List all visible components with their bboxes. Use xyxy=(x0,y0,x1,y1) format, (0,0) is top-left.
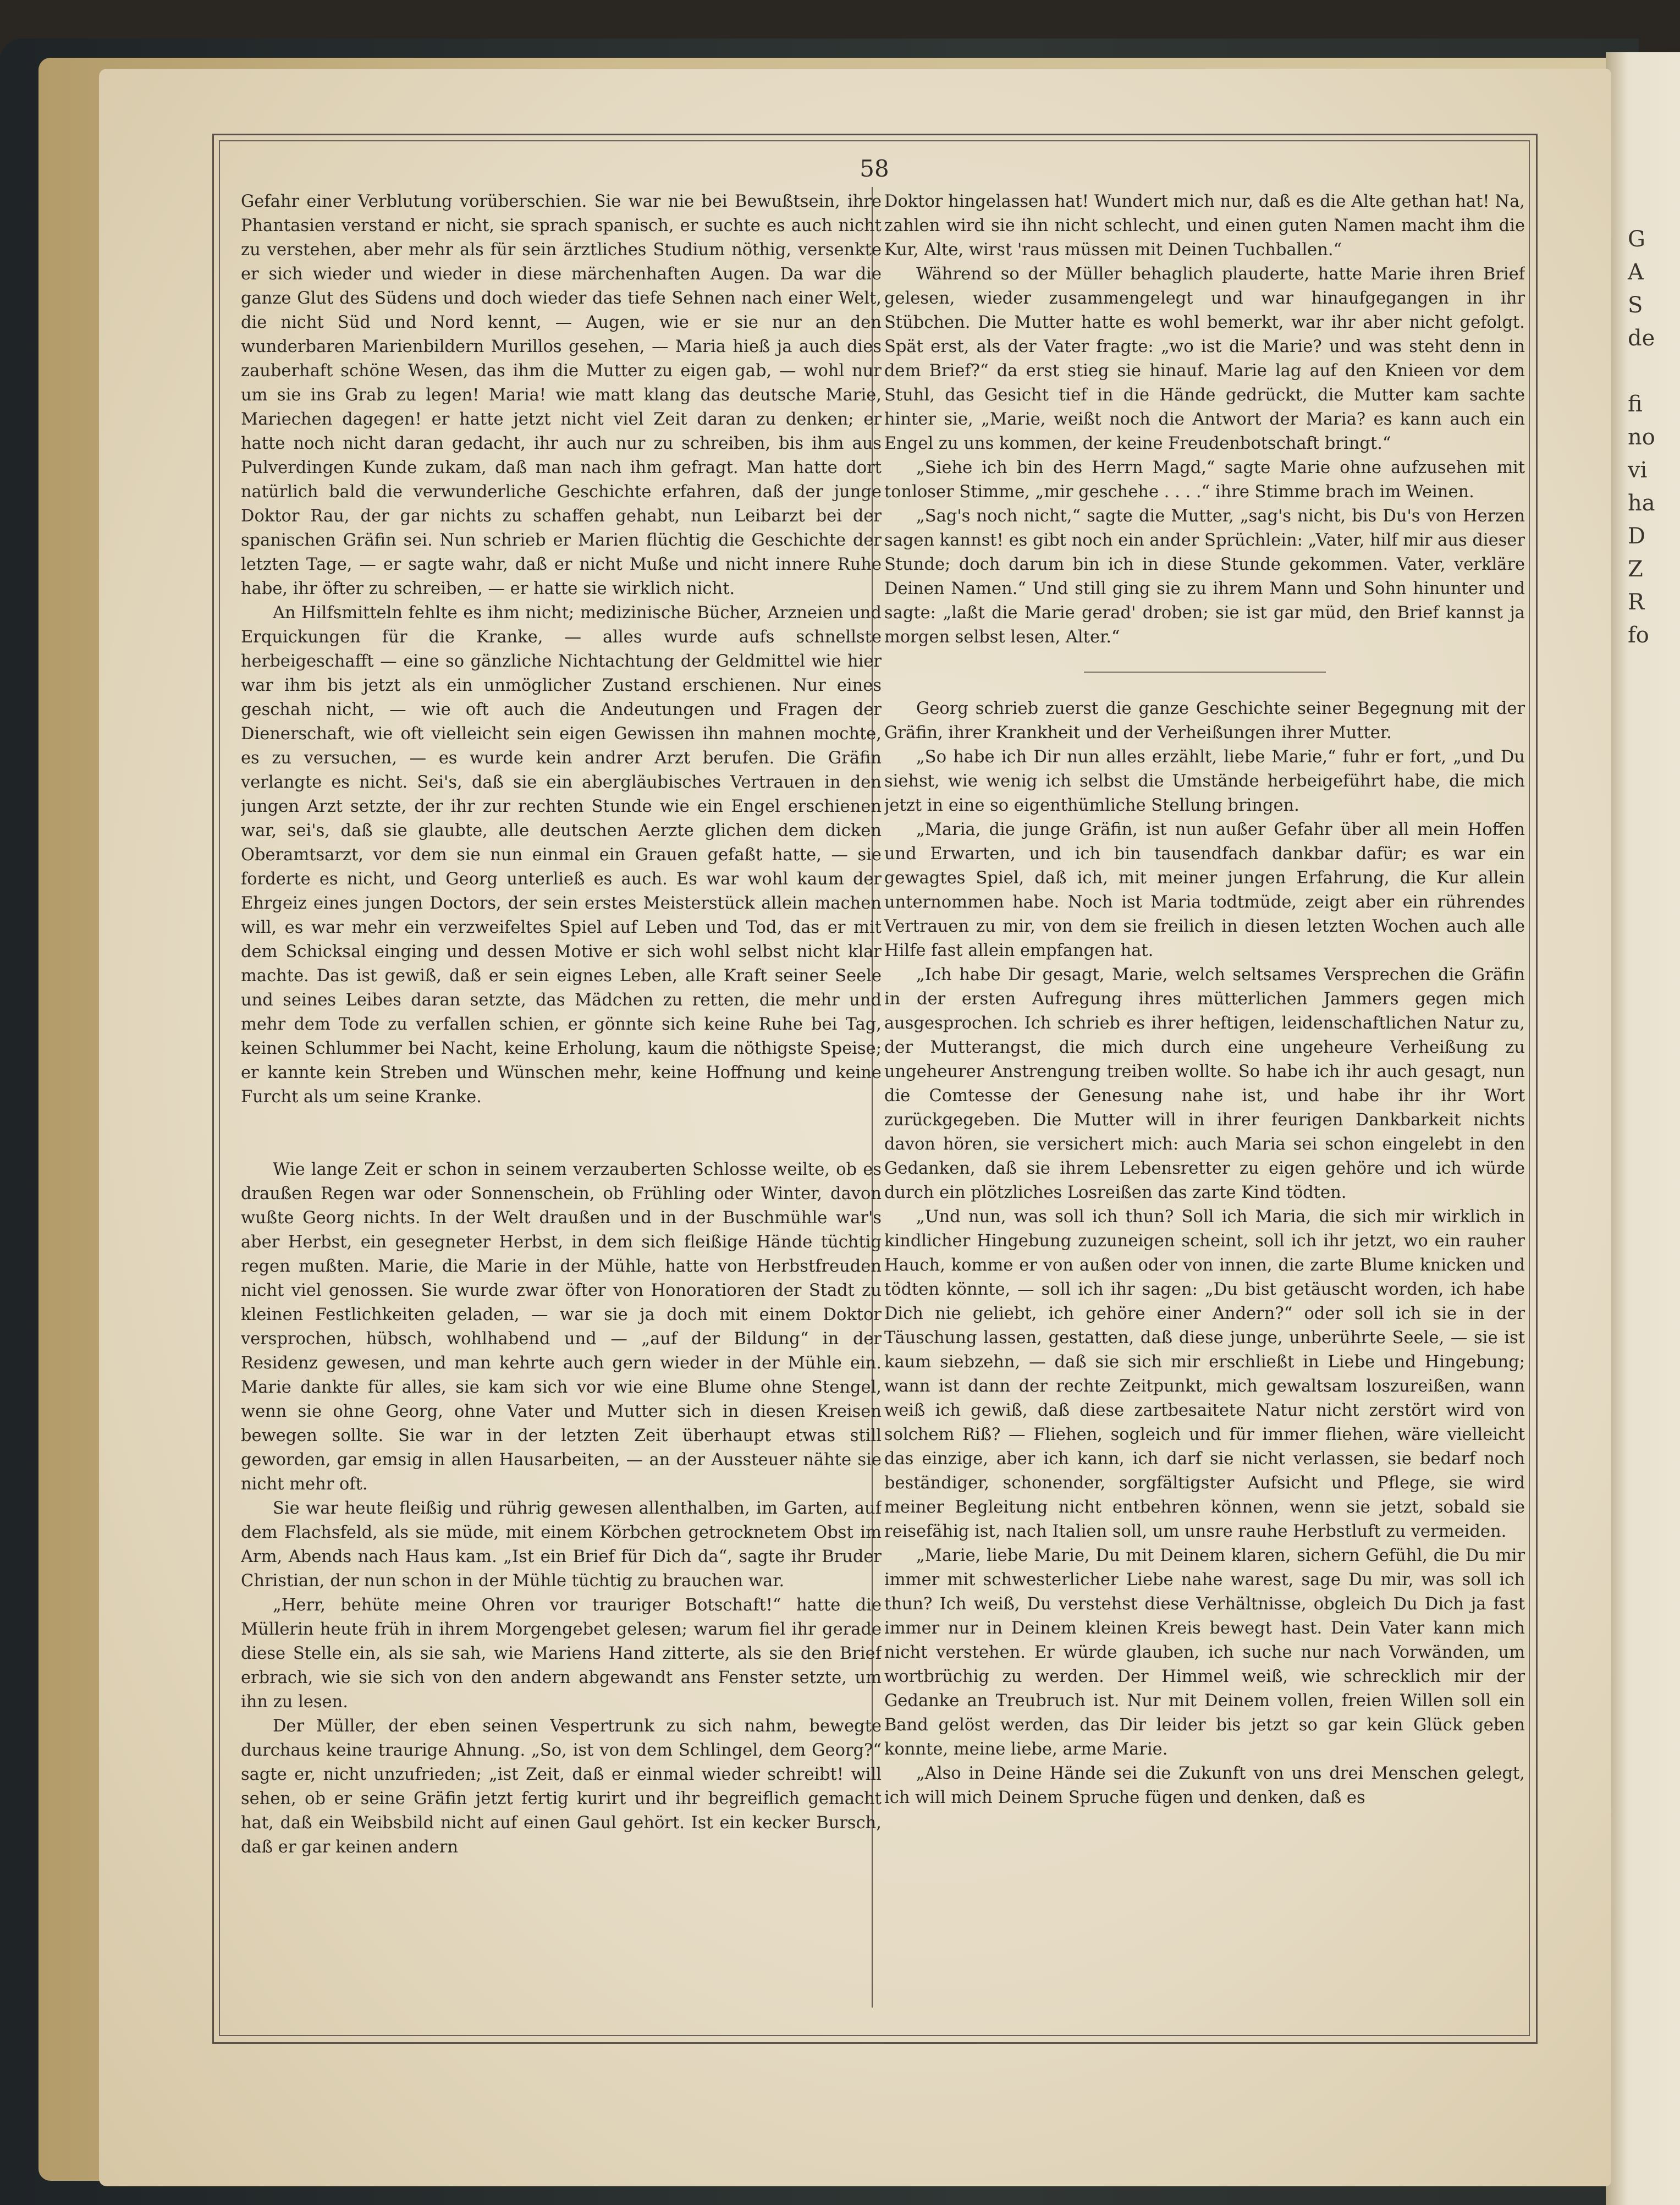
paragraph: „Marie, liebe Marie, Du mit Deinem klaren, sichern Gefühl, die Du mir immer mit schwesterlicher Liebe nahe warest, sage Du mir, was soll ich thun? Ich weiß, Du verstehst diese Verhältnisse, obgleich Du Dich ja fast immer nur in Deinem kleinen Kreis bewegt hast. Dein Vater kann mich nicht verstehen. Er würde glauben, ich suche nur nach Vorwänden, um wortbrüchig zu werden. Der Himmel weiß, wie schrecklich mir der Gedanke an Treubruch ist. Nur mit Deinem vollen, freien Willen soll ein Band gelöst werden, das Dir leider bis jetzt so gar kein Glück geben konnte, meine liebe, arme Marie. xyxy=(884,1546,1525,1759)
paragraph: Gefahr einer Verblutung vorüberschien. Sie war nie bei Bewußtsein, ihre Phantasien verstand er nicht, sie sprach spanisch, er suchte es auch nicht zu verstehen, aber mehr als für sein ärztliches Studium nöthig, versenkte er sich wieder und wieder in diese märchenhaften Augen. Da war die ganze Glut des Südens und doch wieder das tiefe Sehnen nach einer Welt, die nicht Süd und Nord kennt, — Augen, wie er sie nur an den wunderbaren Marienbildern Murillos gesehen, — Maria hieß ja auch dies zauberhaft schöne Wesen, das ihm die Mutter zu eigen gab, — wohl nur um sie ins Grab zu legen! Maria! wie matt klang das deutsche Marie, Mariechen dagegen! er hatte jetzt nicht viel Zeit daran zu denken; er hatte noch nicht daran gedacht, ihr auch nur zu schreiben, bis ihm aus Pulverdingen Kunde zukam, daß man nach ihm gefragt. Man hatte dort natürlich bald die verwunderliche Geschichte erfahren, daß der junge Doktor Rau, der gar nichts zu schaffen gehabt, nun Leibarzt bei der spanischen Gräfin sei. Nun schrieb er Marien flüchtig die Geschichte der letzten Tage, — er sagte wahr, daß er nicht Muße und nicht innere Ruhe habe, ihr öfter zu schreiben, — er hatte sie wirklich nicht. xyxy=(241,192,882,598)
paragraph: Georg schrieb zuerst die ganze Geschichte seiner Begegnung mit der Gräfin, ihrer Krankheit und der Verheißungen ihrer Mutter. xyxy=(884,699,1525,743)
adjacent-page-fragment: A xyxy=(1628,260,1644,285)
paragraph: Der Müller, der eben seinen Vespertrunk zu sich nahm, bewegte durchaus keine traurige Ahnung. „So, ist von dem Schlingel, dem Georg?“ sagte er, nicht unzufrieden; „ist Zeit, daß er einmal wieder schreibt! will sehen, ob er seine Gräfin jetzt fertig kurirt und ihr begreiflich gemacht hat, daß ein Weibsbild nicht auf einen Gaul gehört. Ist ein kecker Bursch, daß er gar keinen andern xyxy=(241,1717,882,1857)
adjacent-page-fragment: D xyxy=(1628,524,1646,549)
paragraph: „Maria, die junge Gräfin, ist nun außer Gefahr über all mein Hoffen und Erwarten, und ich bin tausendfach dankbar dafür; es war ein gewagtes Spiel, daß ich, mit meiner jungen Erfahrung, die Kur allein unternommen habe. Noch ist Maria todtmüde, zeigt aber ein rührendes Vertrauen zu mir, von dem sie freilich in diesen letzten Wochen auch alle Hilfe fast allein empfangen hat. xyxy=(884,820,1525,960)
adjacent-page-fragment: S xyxy=(1628,293,1643,318)
adjacent-page-edge xyxy=(1606,52,1680,2205)
adjacent-page-fragment: vi xyxy=(1628,458,1648,483)
paragraph: An Hilfsmitteln fehlte es ihm nicht; medizinische Bücher, Arzneien und Erquickungen für die Kranke, — alles wurde aufs schnellste herbeigeschafft — eine so gänzliche Nichtachtung der Geldmittel wie hier war ihm bis jetzt als ein unmöglicher Zustand erschienen. Nur eines geschah nicht, — wie oft auch die Andeutungen und Fragen der Dienerschaft, wie oft vielleicht sein eigen Gewissen ihn mahnen mochte, es zu versuchen, — es wurde kein andrer Arzt berufen. Die Gräfin verlangte es nicht. Sei's, daß sie ein abergläubisches Vertrauen in den jungen Arzt setzte, der ihr zur rechten Stunde wie ein Engel erschienen war, sei's, daß sie glaubte, alle deutschen Aerzte glichen dem dicken Oberamtsarzt, vor dem sie nun einmal ein Grauen gefaßt hatte, — sie forderte es nicht, und Georg unterließ es auch. Es war wohl kaum der Ehrgeiz eines jungen Doctors, der sein erstes Meisterstück allein machen will, es war mehr ein verzweifeltes Spiel auf Leben und Tod, das er mit dem Schicksal einging und dessen Motive er sich wohl selbst nicht klar machte. Das ist gewiß, daß er sein eignes Leben, alle Kraft seiner Seele und seines Leibes daran setzte, das Mädchen zu retten, die mehr und mehr dem Tode zu verfallen schien, er gönnte sich keine Ruhe bei Tag, keinen Schlummer bei Nacht, keine Erholung, kaum die nöthigste Speise; er kannte kein Streben und Wünschen mehr, keine Hoffnung und keine Furcht als um seine Kranke. xyxy=(241,603,882,1107)
adjacent-page-fragment: G xyxy=(1628,227,1645,252)
paragraph: „Siehe ich bin des Herrn Magd,“ sagte Marie ohne aufzusehen mit tonloser Stimme, „mir geschehe . . . .“ ihre Stimme brach im Weinen. xyxy=(884,458,1525,502)
right-column xyxy=(884,190,1525,2016)
adjacent-page-fragment: fi xyxy=(1628,392,1643,417)
paragraph: Sie war heute fleißig und rührig gewesen allenthalben, im Garten, auf dem Flachsfeld, als sie müde, mit einem Körbchen getrocknetem Obst im Arm, Abends nach Haus kam. „Ist ein Brief für Dich da“, sagte ihr Bruder Christian, der nun schon in der Mühle tüchtig zu brauchen war. xyxy=(241,1499,882,1591)
paragraph: „Ich habe Dir gesagt, Marie, welch seltsames Versprechen die Gräfin in der ersten Aufregung ihres mütterlichen Jammers gegen mich ausgesprochen. Ich schrieb es ihrer heftigen, leidenschaftlichen Natur zu, der Mutterangst, die mich durch eine ungeheure Verheißung zu ungeheurer Anstrengung treiben wollte. So habe ich ihr auch gesagt, nun die Comtesse der Genesung nahe ist, und habe ihr ihr Wort zurückgegeben. Die Mutter will in ihrer feurigen Dankbarkeit nichts davon hören, sie versichert mich: auch Maria sei schon eingelebt in den Gedanken, daß sie ihrem Lebensretter zu eigen gehöre und ich würde durch ein plötzliches Losreißen das zarte Kind tödten. xyxy=(884,965,1525,1202)
section-divider xyxy=(1084,672,1326,673)
paragraph: Wie lange Zeit er schon in seinem verzauberten Schlosse weilte, ob es draußen Regen war oder Sonnenschein, ob Frühling oder Winter, davon wußte Georg nichts. In der Welt draußen und in der Buschmühle war's aber Herbst, ein gesegneter Herbst, in dem sich fleißige Hände tüchtig regen mußten. Marie, die Marie in der Mühle, hatte von Herbstfreuden nicht viel genossen. Sie wurde zwar öfter von Honoratioren der Stadt zu kleinen Festlichkeiten geladen, — war sie ja doch mit einem Doktor versprochen, hübsch, wohlhabend und — „auf der Bildung“ in der Residenz gewesen, und man kehrte auch gern wieder in der Mühle ein. Marie dankte für alles, sie kam sich vor wie eine Blume ohne Stengel, wenn sie ohne Georg, ohne Vater und Mutter sich in diesen Kreisen bewegen sollte. Sie war in der letzten Zeit überhaupt etwas still geworden, gar emsig in allen Hausarbeiten, — an der Aussteuer nähte sie nicht mehr oft. xyxy=(241,1160,882,1494)
paragraph: „Also in Deine Hände sei die Zukunft von uns drei Menschen gelegt, ich will mich Deinem Spruche fügen und denken, daß es xyxy=(884,1764,1525,1807)
adjacent-page-fragment: ha xyxy=(1628,491,1655,516)
paragraph: „Und nun, was soll ich thun? Soll ich Maria, die sich mir wirklich in kindlicher Hingebung zuzuneigen scheint, soll ich ihr jetzt, wo ein rauher Hauch, komme er von außen oder von innen, die zarte Blume knicken und tödten könnte, — soll ich ihr sagen: „Du bist getäuscht worden, ich habe Dich nie geliebt, ich gehöre einer Andern?“ oder soll ich sie in der Täuschung lassen, gestatten, daß diese junge, unberührte Seele, — sie ist kaum siebzehn, — daß sie sich mir erschließt in Liebe und Hingebung; wann ist dann der rechte Zeitpunkt, mich gewaltsam loszureißen, wann weiß ich gewiß, daß diese zartbesaitete Natur nicht zerstört wird von solchem Riß? — Fliehen, sogleich und für immer fliehen, wäre vielleicht das einzige, aber ich kann, ich darf sie nicht verlassen, sie bedarf noch beständiger, schonender, sorgfältigster Aufsicht und Pflege, sie wird meiner Begleitung nicht entbehren können, wenn sie jetzt, sobald sie reisefähig ist, nach Italien soll, um unsre rauhe Herbstluft zu vermeiden. xyxy=(884,1207,1525,1541)
adjacent-page-fragment: fo xyxy=(1628,623,1649,648)
paragraph: Doktor hingelassen hat! Wundert mich nur, daß es die Alte gethan hat! Na, zahlen wird sie ihn nicht schlecht, und einen guten Namen macht ihm die Kur, Alte, wirst 'raus müssen mit Deinen Tuchballen.“ xyxy=(884,192,1525,260)
adjacent-page-fragment: R xyxy=(1628,590,1645,615)
page-number: 58 xyxy=(860,155,889,182)
paragraph: Während so der Müller behaglich plauderte, hatte Marie ihren Brief gelesen, wieder zusammengelegt und war hinaufgegangen in ihr Stübchen. Die Mutter hatte es wohl bemerkt, war ihr aber nicht gefolgt. Spät erst, als der Vater fragte: „wo ist die Marie? und was steht denn in dem Brief?“ da erst stieg sie hinauf. Marie lag auf den Knieen vor dem Stuhl, das Gesicht tief in die Hände gedrückt, die Mutter kam sachte hinter sie, „Marie, weißt noch die Antwort der Maria? es kann auch ein Engel zu uns kommen, der keine Freudenbotschaft bringt.“ xyxy=(884,265,1525,453)
paragraph: „Sag's noch nicht,“ sagte die Mutter, „sag's nicht, bis Du's von Herzen sagen kannst! es gibt noch ein ander Sprüchlein: „Vater, hilf mir aus dieser Stunde; doch darum bin ich in diese Stunde gekommen. Vater, verkläre Deinen Namen.“ Und still ging sie zu ihrem Mann und Sohn hinunter und sagte: „laßt die Marie gerad' droben; sie ist gar müd, den Brief kannst ja morgen selbst lesen, Alter.“ xyxy=(884,507,1525,647)
adjacent-page-fragment: de xyxy=(1628,326,1655,351)
paragraph: „So habe ich Dir nun alles erzählt, liebe Marie,“ fuhr er fort, „und Du siehst, wie wenig ich selbst die Umstände herbeigeführt habe, die mich jetzt in eine so eigenthümliche Stellung bringen. xyxy=(884,747,1525,815)
adjacent-page-fragment: Z xyxy=(1628,557,1643,582)
adjacent-page-fragment: no xyxy=(1628,425,1655,450)
paragraph: „Herr, behüte meine Ohren vor trauriger Botschaft!“ hatte die Müllerin heute früh in ihrem Morgengebet gelesen; warum fiel ihr gerade diese Stelle ein, als sie sah, wie Mariens Hand zitterte, als sie den Brief erbrach, wie sie sich von den andern abgewandt ans Fenster setzte, um ihn zu lesen. xyxy=(241,1596,882,1712)
left-column xyxy=(241,190,882,2016)
